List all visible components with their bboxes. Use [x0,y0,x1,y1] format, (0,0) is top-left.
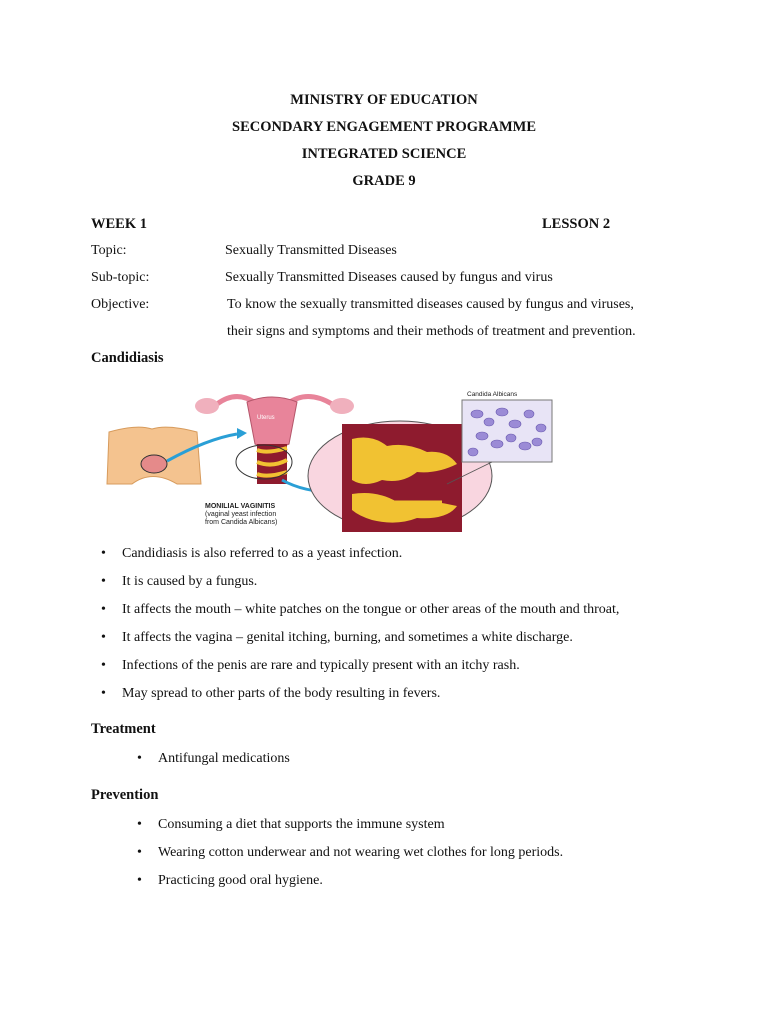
list-item [137,816,563,844]
candidiasis-bullets [101,545,620,713]
topic-value: Sexually Transmitted Diseases [225,243,397,258]
programme-title: SECONDARY ENGAGEMENT PROGRAMME [232,119,536,135]
list-item [101,629,619,657]
list-item [101,657,619,685]
bullet-text: May spread to other parts of the body resulting in fevers. [122,686,441,701]
bullet-text: It affects the mouth – white patches on the tongue or other areas of the mouth and throat, [122,602,620,617]
pelvis-circle [141,455,167,473]
candida-label: Candida Albicans [467,391,518,398]
list-item [101,685,619,713]
bullet-text: Practicing good oral hygiene. [158,873,323,888]
lesson-label: LESSON 2 [542,216,611,232]
objective-line-1: To know the sexually transmitted diseases caused by fungus and viruses, [227,297,634,312]
ministry-title: MINISTRY OF EDUCATION [290,92,478,108]
list-item [137,872,563,900]
bullet-icon: • [101,574,106,589]
list-item [137,844,564,872]
bullet-text: It affects the vagina – genital itching, burning, and sometimes a white discharge. [122,630,573,645]
bullet-text: Candidiasis is also referred to as a yeast infection. [122,546,403,561]
bullet-icon: • [101,546,106,561]
bullet-text: Wearing cotton underwear and not wearing wet clothes for long periods. [158,845,564,860]
topic-label: Topic: [91,243,127,258]
bullet-icon: • [101,658,106,673]
figure-caption-2: (vaginal yeast infection [205,511,277,518]
treatment-bullets [137,750,290,778]
ovary-right [330,398,354,414]
candidiasis-heading: Candidiasis [91,350,164,366]
subtopic-value: Sexually Transmitted Diseases caused by fungus and virus [225,270,553,285]
list-item [137,750,290,778]
bullet-icon: • [101,602,106,617]
subject-title: INTEGRATED SCIENCE [301,146,467,162]
list-item [101,601,620,629]
uterus-label: Uterus [257,415,275,421]
bullet-text: Antifungal medications [158,751,290,766]
list-item [101,545,619,573]
grade-title: GRADE 9 [352,173,416,189]
bullet-icon: • [101,630,106,645]
bullet-icon: • [137,751,142,766]
prevention-heading: Prevention [91,787,159,803]
prevention-bullets [137,816,564,900]
bullet-icon: • [137,817,142,832]
bullet-text: Consuming a diet that supports the immune system [158,817,445,832]
bullet-text: Infections of the penis are rare and typically present with an itchy rash. [122,658,520,673]
subtopic-label: Sub-topic: [91,270,150,285]
bullet-icon: • [137,873,142,888]
objective-label: Objective: [91,297,150,312]
bullet-icon: • [101,686,106,701]
figure-caption-1: MONILIAL VAGINITIS [205,503,276,510]
week-label: WEEK 1 [91,216,147,232]
objective-line-2: their signs and symptoms and their methods of treatment and prevention. [227,324,636,339]
list-item [101,573,619,601]
bullet-text: It is caused by a fungus. [122,574,258,589]
candidiasis-illustration [97,384,557,534]
ovary-left [195,398,219,414]
uterus-body [247,397,297,448]
treatment-heading: Treatment [91,721,156,737]
bullet-icon: • [137,845,142,860]
figure-caption-3: from Candida Albicans) [205,519,278,526]
